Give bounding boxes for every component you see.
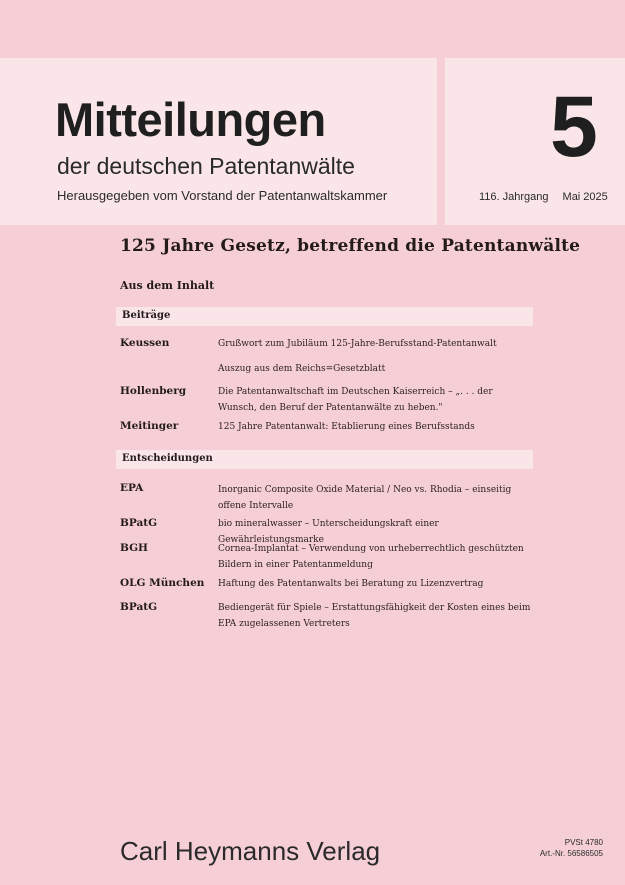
- toc-entry[interactable]: Grußwort zum Jubiläum 125-Jahre-Berufsstand-Patentanwalt: [218, 339, 497, 349]
- contents-label: Aus dem Inhalt: [120, 279, 215, 292]
- section-header-entscheidungen: [116, 450, 533, 469]
- toc-entry[interactable]: Haftung des Patentanwalts bei Beratung zu Lizenzvertrag: [218, 579, 484, 589]
- toc-entry[interactable]: Bediengerät für Spiele – Erstattungsfähigkeit der Kosten eines beim EPA zugelassenen Vertreters: [218, 603, 531, 629]
- toc-court: OLG München: [120, 577, 205, 589]
- toc-court: EPA: [120, 482, 144, 494]
- pvst-number: PVSt 4780: [564, 838, 603, 847]
- toc-author: Hollenberg: [120, 385, 187, 397]
- toc-court: BPatG: [120, 601, 158, 613]
- toc-author: Meitinger: [120, 420, 179, 432]
- toc-author: Keussen: [120, 337, 170, 349]
- section-label: Beiträge: [122, 310, 171, 321]
- toc-entry[interactable]: Cornea-Implantat – Verwendung von urheberrechtlich geschützten Bildern in einer Patentanmeldung: [218, 544, 524, 570]
- publisher-name: Carl Heymanns Verlag: [120, 836, 381, 866]
- issue-number: 5: [550, 79, 598, 175]
- article-number: Art.-Nr. 56586505: [539, 849, 603, 858]
- journal-title: Mitteilungen: [55, 93, 326, 146]
- toc-entry[interactable]: bio mineralwasser – Unterscheidungskraft einer Gewährleistungsmarke: [218, 519, 439, 545]
- cover-headline: 125 Jahre Gesetz, betreffend die Patentanwälte: [120, 236, 581, 256]
- toc-entry[interactable]: 125 Jahre Patentanwalt: Etablierung eines Berufsstands: [218, 422, 475, 432]
- toc-entry[interactable]: Auszug aus dem Reichs=Gesetzblatt: [218, 364, 386, 374]
- toc-court: BGH: [120, 542, 148, 554]
- postal-info: [540, 837, 603, 859]
- issue-meta: [479, 192, 608, 203]
- journal-subtitle: der deutschen Patentanwälte: [57, 153, 355, 179]
- toc-entry[interactable]: Die Patentanwaltschaft im Deutschen Kaiserreich – „. . . der Wunsch, den Beruf der Patentanwälte zu heben.": [218, 387, 493, 413]
- toc-court: BPatG: [120, 517, 158, 529]
- volume: 116. Jahrgang: [479, 191, 549, 203]
- toc-entry[interactable]: Inorganic Composite Oxide Material / Neo vs. Rhodia – einseitig offene Intervalle: [218, 485, 512, 511]
- issue-date: Mai 2025: [562, 191, 608, 203]
- journal-editor: Herausgegeben vom Vorstand der Patentanwaltskammer: [57, 188, 388, 203]
- section-label: Entscheidungen: [122, 453, 213, 464]
- section-header-beitraege: [116, 307, 533, 326]
